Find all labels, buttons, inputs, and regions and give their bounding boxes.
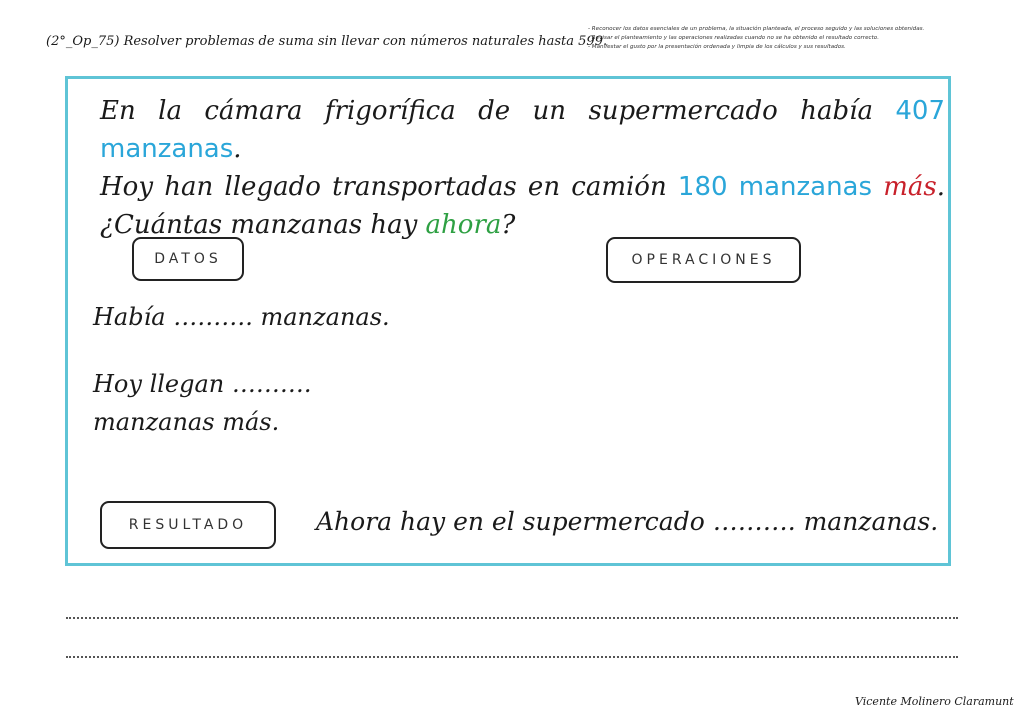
punctuation: . [233, 134, 242, 164]
question-mark: ? [501, 210, 516, 240]
writing-line [66, 617, 958, 619]
apples-initial: 407 manzanas [100, 96, 945, 164]
problem-line-1 [100, 92, 945, 168]
punctuation: . [936, 172, 946, 202]
question-text: ¿Cuántas manzanas hay [100, 210, 418, 240]
problem-line-1-text: En la cámara frigorífica de un supermercado había [100, 96, 873, 126]
answer-hoy-llegan [93, 365, 312, 441]
answer-hoy-llegan-line-2: manzanas más. [93, 408, 280, 436]
problem-line-2-text: Hoy han llegado transportadas en camión [100, 172, 667, 202]
mas-word: más [883, 172, 937, 202]
ahora-word: ahora [425, 210, 502, 240]
problem-line-2 [100, 168, 945, 206]
criterion-item: - Manifestar el gusto por la presentación ordenada y limpia de los cálculos y sus resultados. [588, 43, 846, 50]
apples-arrived: 180 manzanas [677, 172, 873, 202]
problem-statement [100, 92, 945, 244]
evaluation-criteria [588, 25, 1008, 51]
operaciones-label: OPERACIONES [606, 237, 801, 283]
criterion-item: - Revisar el planteamiento y las operaciones realizadas cuando no se ha obtenido el resultado correcto. [588, 34, 879, 41]
criterion-item: - Reconocer los datos esenciales de un problema, la situación planteada, el proceso seguido y las soluciones obtenidas. [588, 26, 925, 32]
page-title: (2°_Op_75) Resolver problemas de suma sin llevar con números naturales hasta 599. [46, 34, 608, 49]
datos-label: DATOS [132, 237, 244, 281]
problem-question [100, 210, 515, 240]
answer-ahora-hay: Ahora hay en el supermercado ………. manzanas. [316, 507, 939, 536]
author-credit: Vicente Molinero Claramunt [855, 695, 1014, 708]
answer-habia: Había ………. manzanas. [93, 303, 390, 331]
writing-line [66, 656, 958, 658]
answer-hoy-llegan-line-1: Hoy llegan ………. [93, 370, 312, 398]
resultado-label: RESULTADO [100, 501, 276, 549]
